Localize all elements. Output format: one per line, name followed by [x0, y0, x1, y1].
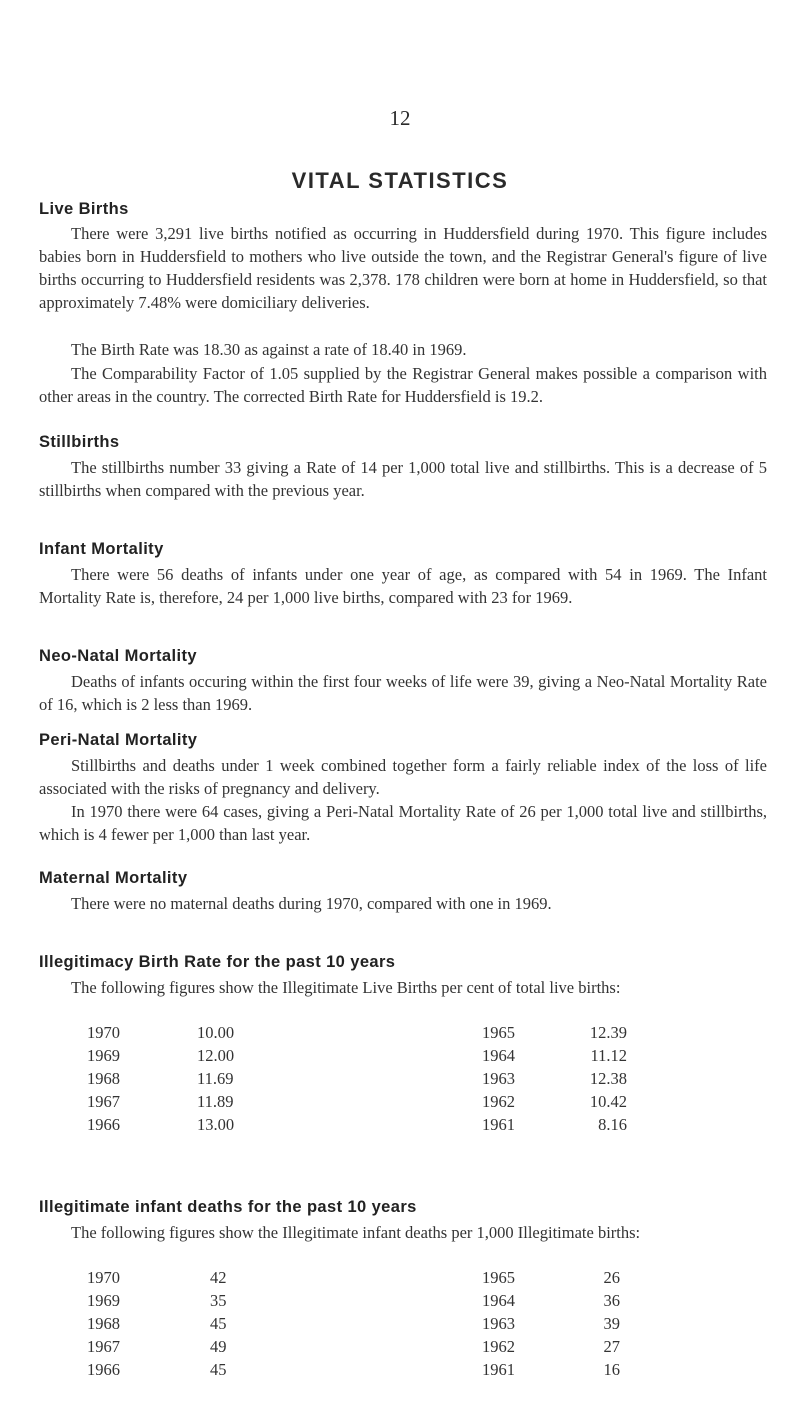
value-right: 8.16	[598, 1115, 627, 1134]
table-row	[0, 1046, 800, 1069]
stillbirths-heading: Stillbirths	[39, 433, 120, 451]
infant-mortality-paragraph	[39, 563, 767, 609]
table-row	[0, 1268, 800, 1291]
year-left: 1970	[87, 1023, 120, 1042]
live-births-text-2: The Birth Rate was 18.30 as against a rate of 18.40 in 1969.	[71, 340, 467, 359]
value-right: 10.42	[589, 1092, 627, 1111]
peri-natal-paragraph-2	[39, 800, 767, 846]
neo-natal-paragraph	[39, 670, 767, 716]
live-births-heading: Live Births	[39, 200, 129, 218]
year-left: 1967	[87, 1092, 120, 1111]
maternal-mortality-heading: Maternal Mortality	[39, 869, 188, 887]
value-left: 49	[210, 1337, 227, 1356]
maternal-mortality-paragraph	[39, 892, 767, 915]
year-left: 1969	[87, 1046, 120, 1065]
value-right: 12.39	[589, 1023, 627, 1042]
value-left: 12.00	[197, 1046, 235, 1065]
year-right: 1961	[482, 1360, 515, 1379]
value-left: 42	[210, 1268, 227, 1287]
page-number: 12	[389, 106, 411, 130]
value-left: 13.00	[197, 1115, 235, 1134]
peri-natal-text-2: In 1970 there were 64 cases, giving a Peri-Natal Mortality Rate of 26 per 1,000 total live and stillbirths, which is 4 fewer per 1,000 than last year.	[39, 802, 767, 844]
live-births-text-3: The Comparability Factor of 1.05 supplied by the Registrar General makes possible a comparison with other areas in the country. The corrected Birth Rate for Huddersfield is 19.2.	[39, 364, 767, 406]
value-right: 16	[603, 1360, 620, 1379]
illegitimate-deaths-table	[0, 1268, 800, 1383]
year-left: 1966	[87, 1115, 120, 1134]
illegitimacy-rate-intro-text: The following figures show the Illegitimate Live Births per cent of total live births:	[71, 978, 621, 997]
value-left: 45	[210, 1360, 227, 1379]
value-left: 11.69	[197, 1069, 234, 1088]
value-left: 45	[210, 1314, 227, 1333]
neo-natal-text: Deaths of infants occuring within the first four weeks of life were 39, giving a Neo-Natal Mortality Rate of 16, which is 2 less than 1969.	[39, 672, 767, 714]
peri-natal-heading: Peri-Natal Mortality	[39, 731, 198, 749]
maternal-mortality-text: There were no maternal deaths during 1970, compared with one in 1969.	[71, 894, 552, 913]
value-right: 26	[603, 1268, 620, 1287]
live-births-paragraph-3	[39, 362, 767, 408]
table-row	[0, 1337, 800, 1360]
year-left: 1970	[87, 1268, 120, 1287]
infant-mortality-text: There were 56 deaths of infants under one year of age, as compared with 54 in 1969. The Infant Mortality Rate is, therefore, 24 per 1,000 live births, compared with 23 for 1969.	[39, 565, 767, 607]
year-right: 1963	[482, 1069, 515, 1088]
neo-natal-heading: Neo-Natal Mortality	[39, 647, 197, 665]
live-births-paragraph-1	[39, 222, 767, 314]
value-left: 10.00	[197, 1023, 235, 1042]
year-left: 1966	[87, 1360, 120, 1379]
year-right: 1964	[482, 1046, 515, 1065]
page-title: VITAL STATISTICS	[291, 168, 509, 193]
value-right: 27	[603, 1337, 620, 1356]
table-row	[0, 1314, 800, 1337]
value-right: 11.12	[590, 1046, 627, 1065]
value-right: 12.38	[589, 1069, 627, 1088]
table-row	[0, 1360, 800, 1383]
illegitimacy-rate-heading: Illegitimacy Birth Rate for the past 10 years	[39, 953, 396, 971]
value-left: 11.89	[197, 1092, 234, 1111]
year-left: 1968	[87, 1314, 120, 1333]
table-row	[0, 1092, 800, 1115]
illegitimacy-rate-intro	[39, 976, 767, 999]
year-right: 1965	[482, 1268, 515, 1287]
stillbirths-paragraph	[39, 456, 767, 502]
peri-natal-text-1: Stillbirths and deaths under 1 week combined together form a fairly reliable index of the loss of life associated with the risks of pregnancy and delivery.	[39, 756, 767, 798]
stillbirths-text: The stillbirths number 33 giving a Rate of 14 per 1,000 total live and stillbirths. This is a decrease of 5 stillbirths when compared with the previous year.	[39, 458, 767, 500]
year-right: 1963	[482, 1314, 515, 1333]
year-left: 1967	[87, 1337, 120, 1356]
value-right: 36	[603, 1291, 620, 1310]
year-right: 1961	[482, 1115, 515, 1134]
year-right: 1962	[482, 1092, 515, 1111]
value-right: 39	[603, 1314, 620, 1333]
peri-natal-paragraph-1	[39, 754, 767, 800]
live-births-paragraph-2	[39, 338, 767, 361]
table-row	[0, 1069, 800, 1092]
year-right: 1962	[482, 1337, 515, 1356]
illegitimate-deaths-intro-text: The following figures show the Illegitimate infant deaths per 1,000 Illegitimate births:	[71, 1223, 641, 1242]
year-left: 1968	[87, 1069, 120, 1088]
year-left: 1969	[87, 1291, 120, 1310]
table-row	[0, 1291, 800, 1314]
table-row	[0, 1023, 800, 1046]
illegitimacy-rate-table	[0, 1023, 800, 1138]
infant-mortality-heading: Infant Mortality	[39, 540, 164, 558]
illegitimate-deaths-heading: Illegitimate infant deaths for the past 10 years	[39, 1198, 417, 1216]
table-row	[0, 1115, 800, 1138]
illegitimate-deaths-intro	[39, 1221, 767, 1244]
value-left: 35	[210, 1291, 227, 1310]
live-births-text-1: There were 3,291 live births notified as occurring in Huddersfield during 1970. This figure includes babies born in Huddersfield to mothers who live outside the town, and the Registrar General's figure of live births occurring to Huddersfield residents was 2,378. 178 children were born at home in Huddersfield, so that approximately 7.48% were domiciliary deliveries.	[39, 224, 767, 312]
year-right: 1964	[482, 1291, 515, 1310]
year-right: 1965	[482, 1023, 515, 1042]
